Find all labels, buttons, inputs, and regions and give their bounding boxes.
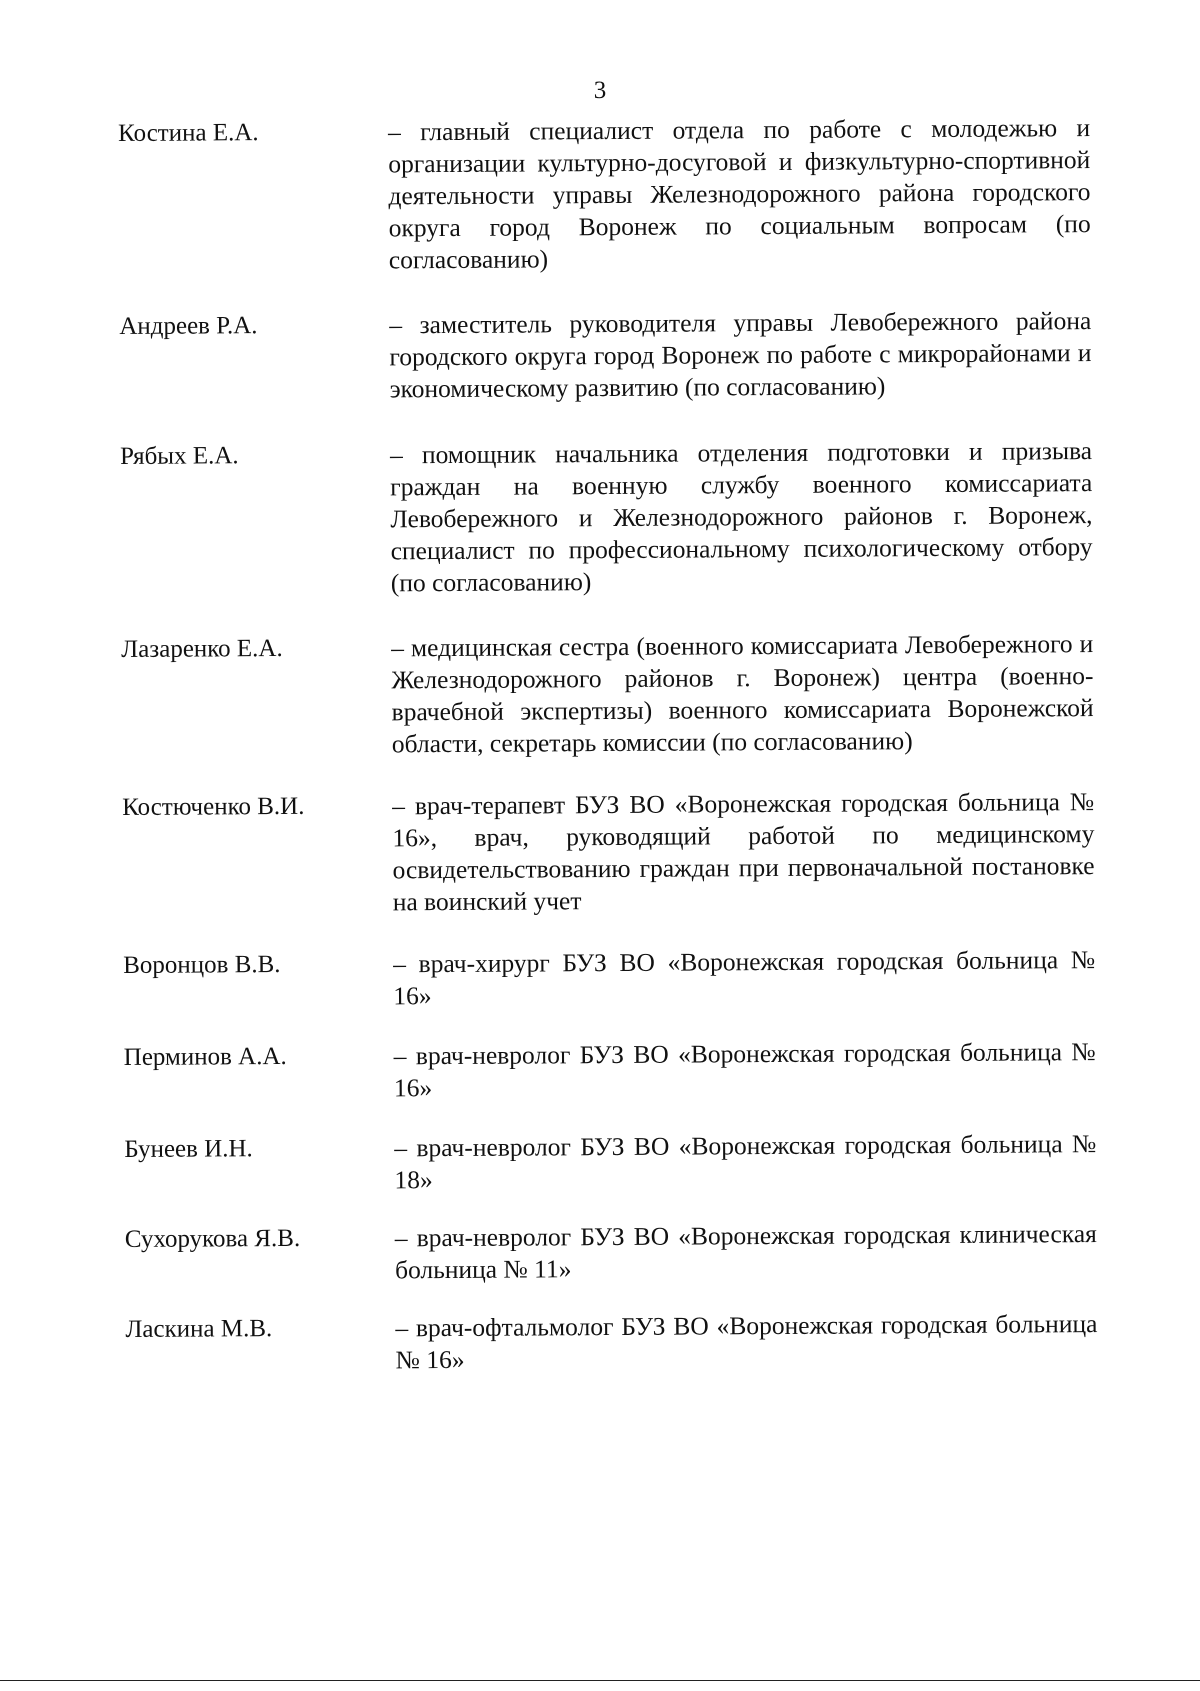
- member-entry: [124, 1128, 1124, 1198]
- commission-members-list: [118, 112, 1126, 1378]
- member-name: Рябых Е.А.: [119, 442, 239, 470]
- member-role: – медицинская сестра (военного комиссариата Левобережного и Железнодорожного районов г. Воронеж) центра (военно-врачебной экспертизы) военного комиссариата Воронежской области, секретарь комиссии (по согласованию): [391, 629, 1094, 759]
- member-name: Костина Е.А.: [118, 119, 259, 147]
- member-role: – врач-невролог БУЗ ВО «Воронежская городская больница № 16»: [393, 1037, 1096, 1103]
- member-entry: [118, 112, 1119, 278]
- member-entry: [122, 786, 1123, 920]
- member-role: – главный специалист отдела по работе с молодежью и организации культурно-досуговой и физкультурно-спортивной деятельности управы Железнодорожного района городского округа город Воронеж по социальным вопросам (по согласованию): [388, 113, 1091, 275]
- member-role: – заместитель руководителя управы Левобережного района городского округа город Воронеж по работе с микрорайонами и экономическому развитию (по согласованию): [389, 306, 1092, 404]
- page-bottom-edge-line: [0, 1680, 1200, 1681]
- member-name: Костюченко В.И.: [122, 792, 305, 821]
- member-name: Лазаренко Е.А.: [121, 635, 283, 663]
- member-name: Перминов А.А.: [123, 1042, 287, 1071]
- member-name: Бунеев И.Н.: [124, 1135, 253, 1163]
- member-role: – врач-офтальмолог БУЗ ВО «Воронежская городская больница № 16»: [395, 1309, 1098, 1375]
- member-entry: [119, 305, 1120, 407]
- member-name: Андреев Р.А.: [119, 312, 258, 340]
- member-entry: [120, 435, 1121, 601]
- member-entry: [121, 628, 1122, 762]
- member-entry: [125, 1218, 1125, 1288]
- member-entry: [123, 944, 1123, 1014]
- member-name: Воронцов В.В.: [123, 951, 281, 979]
- member-name: Ласкина М.В.: [125, 1315, 273, 1343]
- member-entry: [125, 1308, 1125, 1378]
- member-name: Сухорукова Я.В.: [124, 1224, 301, 1253]
- member-role: – врач-терапевт БУЗ ВО «Воронежская городская больница № 16», врач, руководящий работой по медицинскому освидетельствованию граждан при первоначальной постановке на воинский учет: [392, 787, 1095, 917]
- member-role: – врач-невролог БУЗ ВО «Воронежская городская клиническая больница № 11»: [394, 1219, 1097, 1285]
- member-role: – врач-хирург БУЗ ВО «Воронежская городская больница № 16»: [393, 945, 1096, 1011]
- member-entry: [124, 1036, 1124, 1106]
- page-number: 3: [593, 77, 607, 104]
- member-role: – помощник начальника отделения подготовки и призыва граждан на военную службу военного комиссариата Левобережного и Железнодорожного районов г. Воронеж, специалист по профессиональному психологическому отбору (по согласованию): [389, 436, 1093, 598]
- member-role: – врач-невролог БУЗ ВО «Воронежская городская больница № 18»: [394, 1129, 1097, 1195]
